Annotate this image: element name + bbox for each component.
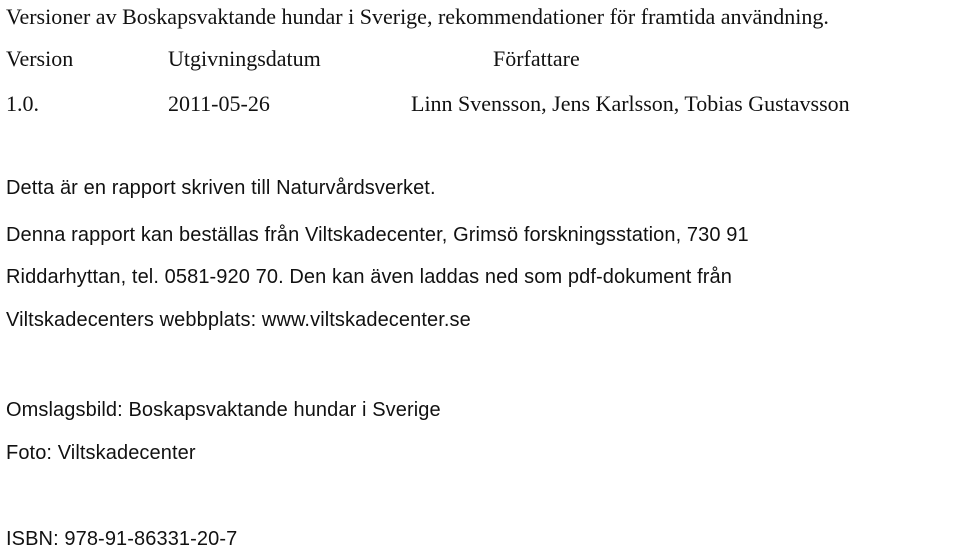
author-value: Linn Svensson, Jens Karlsson, Tobias Gustavsson xyxy=(411,91,850,116)
release-date-value: 2011-05-26 xyxy=(168,91,270,116)
version-table-header xyxy=(0,46,960,72)
order-info-line: Riddarhyttan, tel. 0581-920 70. Den kan även laddas ned som pdf-dokument från xyxy=(6,266,732,288)
cover-image-caption: Omslagsbild: Boskapsvaktande hundar i Sverige xyxy=(6,399,441,421)
header-author: Författare xyxy=(493,46,580,71)
order-info-line: Denna rapport kan beställas från Viltskadecenter, Grimsö forskningsstation, 730 91 xyxy=(6,224,749,246)
header-version: Version xyxy=(6,46,74,71)
photo-credit: Foto: Viltskadecenter xyxy=(6,442,196,464)
isbn: ISBN: 978-91-86331-20-7 xyxy=(6,528,238,550)
header-release-date: Utgivningsdatum xyxy=(168,46,321,71)
document-title: Versioner av Boskapsvaktande hundar i Sverige, rekommendationer för framtida användning. xyxy=(6,4,829,29)
order-info-line: Viltskadecenters webbplats: www.viltskadecenter.se xyxy=(6,309,471,331)
version-table-row xyxy=(0,91,960,117)
version-value: 1.0. xyxy=(6,91,39,116)
intro-text: Detta är en rapport skriven till Naturvårdsverket. xyxy=(6,177,436,199)
